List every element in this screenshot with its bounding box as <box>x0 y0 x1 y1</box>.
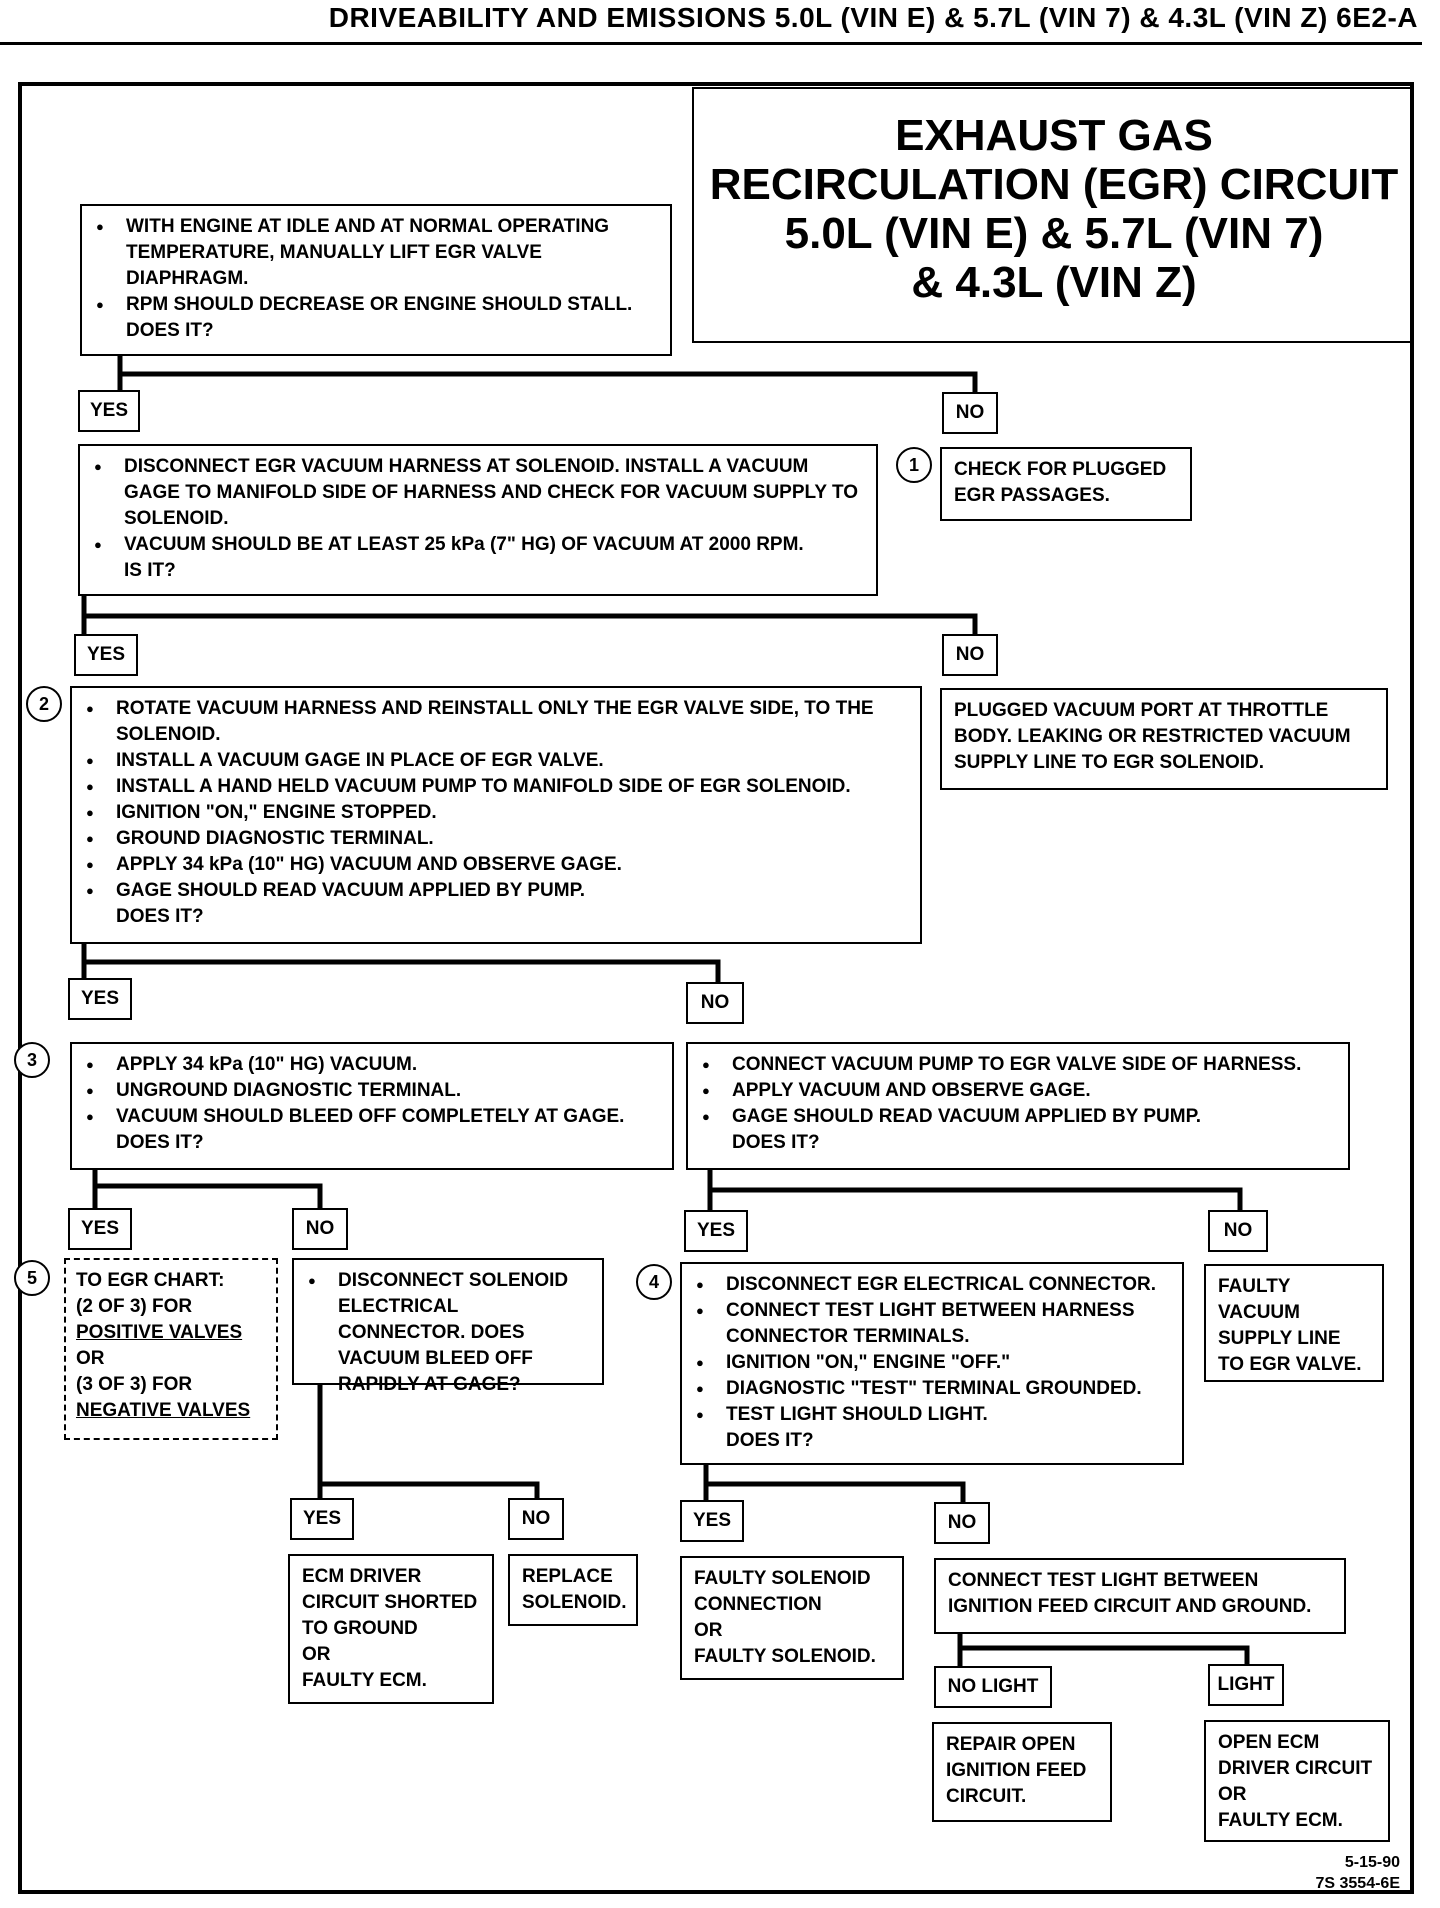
start-bullet-1: ● WITH ENGINE AT IDLE AND AT NORMAL OPERATING TEMPERATURE, MANUALLY LIFT EGR VALVE DIAPHRAGM. <box>94 214 658 292</box>
box-check-plugged: CHECK FOR PLUGGED EGR PASSAGES. <box>940 447 1192 521</box>
connector-rotate <box>84 944 718 986</box>
connect-pump-question: DOES IT? <box>732 1132 820 1153</box>
connect-pump-bullet-3: ● GAGE SHOULD READ VACUUM APPLIED BY PUMP. <box>700 1104 1336 1130</box>
egr-chart-positive-link[interactable]: POSITIVE VALVES <box>76 1322 243 1343</box>
egr-chart-negative-link[interactable]: NEGATIVE VALVES <box>76 1400 251 1421</box>
no-label: NO <box>934 1502 990 1544</box>
yes-label: YES <box>74 634 138 676</box>
box-replace-solenoid: REPLACE SOLENOID. <box>508 1554 638 1626</box>
light-label: LIGHT <box>1208 1664 1284 1706</box>
header-title: DRIVEABILITY AND EMISSIONS 5.0L (VIN E) & 5.7L (VIN 7) & 4.3L (VIN Z) 6E2-A <box>328 2 1418 33</box>
box-faulty-solenoid: FAULTY SOLENOID CONNECTION OR FAULTY SOLENOID. <box>680 1556 904 1680</box>
rotate-bullet-2: ● INSTALL A VACUUM GAGE IN PLACE OF EGR VALVE. <box>84 748 908 774</box>
rotate-bullet-3: ● INSTALL A HAND HELD VACUUM PUMP TO MANIFOLD SIDE OF EGR SOLENOID. <box>84 774 908 800</box>
no-label: NO <box>942 634 998 676</box>
apply-vacuum-question: DOES IT? <box>116 1132 204 1153</box>
yes-label: YES <box>78 390 140 432</box>
box-egr-chart <box>64 1258 278 1440</box>
egr-chart-line-2: (2 OF 3) FOR <box>76 1296 193 1317</box>
footer <box>1315 1852 1400 1894</box>
step-4-marker: 4 <box>636 1264 672 1300</box>
disconnect-solenoid-bullet-1: ● DISCONNECT SOLENOID ELECTRICAL CONNECTOR. DOES VACUUM BLEED OFF RAPIDLY AT GAGE? <box>306 1268 590 1398</box>
apply-vacuum-bullet-2: ● UNGROUND DIAGNOSTIC TERMINAL. <box>84 1078 660 1104</box>
rotate-bullet-6: ● APPLY 34 kPa (10" HG) VACUUM AND OBSERVE GAGE. <box>84 852 908 878</box>
egr-chart-line-4: OR <box>76 1348 105 1369</box>
connect-pump-bullet-2: ● APPLY VACUUM AND OBSERVE GAGE. <box>700 1078 1336 1104</box>
box-start <box>80 204 672 356</box>
vacuum-supply-question: IS IT? <box>124 560 176 581</box>
box-ecm-shorted: ECM DRIVER CIRCUIT SHORTED TO GROUND OR FAULTY ECM. <box>288 1554 494 1704</box>
egr-chart-line-1: TO EGR CHART: <box>76 1270 225 1291</box>
disconnect-egr-bullet-3: ● IGNITION "ON," ENGINE "OFF." <box>694 1350 1170 1376</box>
connector-test-light <box>960 1634 1247 1666</box>
title-line-2: RECIRCULATION (EGR) CIRCUIT <box>709 160 1399 209</box>
disconnect-egr-bullet-2: ● CONNECT TEST LIGHT BETWEEN HARNESS CONNECTOR TERMINALS. <box>694 1298 1170 1350</box>
rotate-bullet-1: ● ROTATE VACUUM HARNESS AND REINSTALL ONLY THE EGR VALVE SIDE, TO THE SOLENOID. <box>84 696 908 748</box>
disconnect-egr-bullet-5: ● TEST LIGHT SHOULD LIGHT. <box>694 1402 1170 1428</box>
no-label: NO <box>1208 1210 1268 1252</box>
box-plugged-port: PLUGGED VACUUM PORT AT THROTTLE BODY. LEAKING OR RESTRICTED VACUUM SUPPLY LINE TO EGR SOLENOID. <box>940 688 1388 790</box>
vacuum-supply-bullet-1: ● DISCONNECT EGR VACUUM HARNESS AT SOLENOID. INSTALL A VACUUM GAGE TO MANIFOLD SIDE OF HARNESS AND CHECK FOR VACUUM SUPPLY TO SOLENOID. <box>92 454 864 532</box>
yes-label: YES <box>290 1498 354 1540</box>
box-connect-test-light: CONNECT TEST LIGHT BETWEEN IGNITION FEED CIRCUIT AND GROUND. <box>934 1558 1346 1634</box>
disconnect-egr-question: DOES IT? <box>726 1430 814 1451</box>
disconnect-egr-bullet-1: ● DISCONNECT EGR ELECTRICAL CONNECTOR. <box>694 1272 1170 1298</box>
apply-vacuum-bullet-1: ● APPLY 34 kPa (10" HG) VACUUM. <box>84 1052 660 1078</box>
connector-disconnect-egr <box>706 1465 963 1504</box>
start-bullet-2: ● RPM SHOULD DECREASE OR ENGINE SHOULD STALL. <box>94 292 658 318</box>
rotate-question: DOES IT? <box>116 906 204 927</box>
egr-chart-line-5: (3 OF 3) FOR <box>76 1374 193 1395</box>
connect-pump-bullet-1: ● CONNECT VACUUM PUMP TO EGR VALVE SIDE OF HARNESS. <box>700 1052 1336 1078</box>
yes-label: YES <box>68 1208 132 1250</box>
box-open-ecm: OPEN ECM DRIVER CIRCUIT OR FAULTY ECM. <box>1204 1720 1390 1842</box>
box-faulty-supply-line: FAULTY VACUUM SUPPLY LINE TO EGR VALVE. <box>1204 1264 1384 1382</box>
no-label: NO <box>292 1208 348 1250</box>
title-line-1: EXHAUST GAS <box>895 111 1213 160</box>
box-repair-open: REPAIR OPEN IGNITION FEED CIRCUIT. <box>932 1722 1112 1822</box>
chart-title <box>692 87 1414 343</box>
box-disconnect-egr-elec <box>680 1262 1184 1465</box>
title-line-3: 5.0L (VIN E) & 5.7L (VIN 7) <box>784 209 1324 258</box>
no-label: NO <box>686 982 744 1024</box>
step-5-marker: 5 <box>14 1260 50 1296</box>
connector-start <box>120 356 975 392</box>
box-disconnect-solenoid <box>292 1258 604 1395</box>
yes-label: YES <box>684 1210 748 1252</box>
box-connect-pump <box>686 1042 1350 1170</box>
start-question: DOES IT? <box>126 320 214 341</box>
yes-label: YES <box>68 978 132 1020</box>
title-line-4: & 4.3L (VIN Z) <box>911 258 1197 307</box>
connector-disconnect-solenoid <box>320 1385 537 1502</box>
rotate-bullet-7: ● GAGE SHOULD READ VACUUM APPLIED BY PUMP. <box>84 878 908 904</box>
step-3-marker: 3 <box>14 1042 50 1078</box>
vacuum-supply-bullet-2: ● VACUUM SHOULD BE AT LEAST 25 kPa (7" HG) OF VACUUM AT 2000 RPM. <box>92 532 864 558</box>
footer-date: 5-15-90 <box>1344 1854 1400 1871</box>
box-vacuum-supply <box>78 444 878 596</box>
step-1-marker: 1 <box>896 447 932 483</box>
no-light-label: NO LIGHT <box>934 1666 1052 1708</box>
box-rotate-harness <box>70 686 922 944</box>
disconnect-egr-bullet-4: ● DIAGNOSTIC "TEST" TERMINAL GROUNDED. <box>694 1376 1170 1402</box>
connector-vacuum-supply <box>84 596 975 636</box>
connector-apply-vacuum <box>95 1170 320 1208</box>
connector-connect-pump <box>710 1170 1240 1212</box>
rotate-bullet-4: ● IGNITION "ON," ENGINE STOPPED. <box>84 800 908 826</box>
yes-label: YES <box>680 1500 744 1542</box>
no-label: NO <box>942 392 998 434</box>
apply-vacuum-bullet-3: ● VACUUM SHOULD BLEED OFF COMPLETELY AT GAGE. <box>84 1104 660 1130</box>
no-label: NO <box>508 1498 564 1540</box>
rotate-bullet-5: ● GROUND DIAGNOSTIC TERMINAL. <box>84 826 908 852</box>
step-2-marker: 2 <box>26 686 62 722</box>
footer-code: 7S 3554-6E <box>1315 1875 1400 1892</box>
box-apply-vacuum <box>70 1042 674 1170</box>
